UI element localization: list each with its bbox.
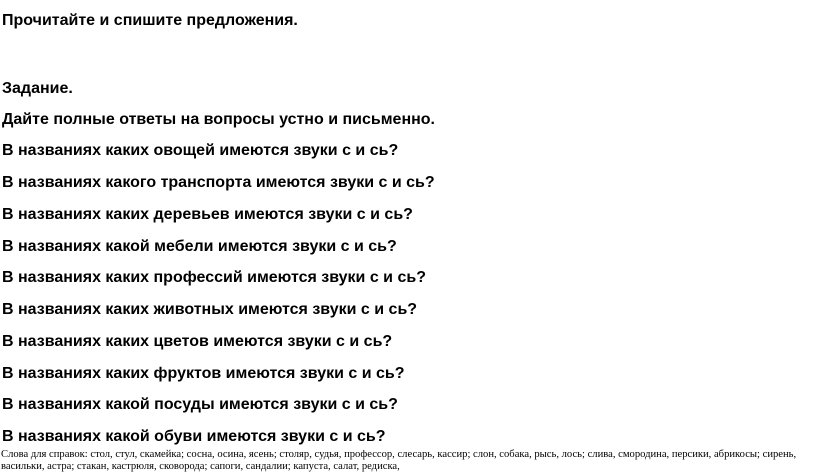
- question-10: В названиях какой обуви имеются звуки с и сь?: [2, 428, 386, 445]
- question-1: В названиях каких овощей имеются звуки с и сь?: [2, 142, 399, 159]
- question-6: В названиях каких животных имеются звуки с и сь?: [2, 301, 418, 318]
- task-text: Дайте полные ответы на вопросы устно и письменно.: [2, 111, 435, 128]
- question-3: В названиях каких деревьев имеются звуки с и сь?: [2, 206, 413, 223]
- instruction-text: Прочитайте и спишите предложения.: [2, 12, 298, 29]
- question-2: В названиях какого транспорта имеются звуки с и сь?: [2, 174, 435, 191]
- question-4: В названиях какой мебели имеются звуки с и сь?: [2, 238, 397, 255]
- reference-words: Слова для справок: стол, стул, скамейка; сосна, осина, ясень; столяр, судья, профессор, слесарь, кассир; слон, собака, рысь, лось; слива, смородина, персики, абрикосы; сирень, васильки, астра; стакан, кастрюля, сковорода; сапоги, сандалии; капуста, салат, редиска,: [1, 449, 797, 472]
- task-label: Задание.: [2, 80, 73, 97]
- question-8: В названиях каких фруктов имеются звуки с и сь?: [2, 365, 405, 382]
- question-9: В названиях какой посуды имеются звуки с и сь?: [2, 396, 398, 413]
- question-5: В названиях каких профессий имеются звуки с и сь?: [2, 269, 426, 286]
- question-7: В названиях каких цветов имеются звуки с и сь?: [2, 333, 393, 350]
